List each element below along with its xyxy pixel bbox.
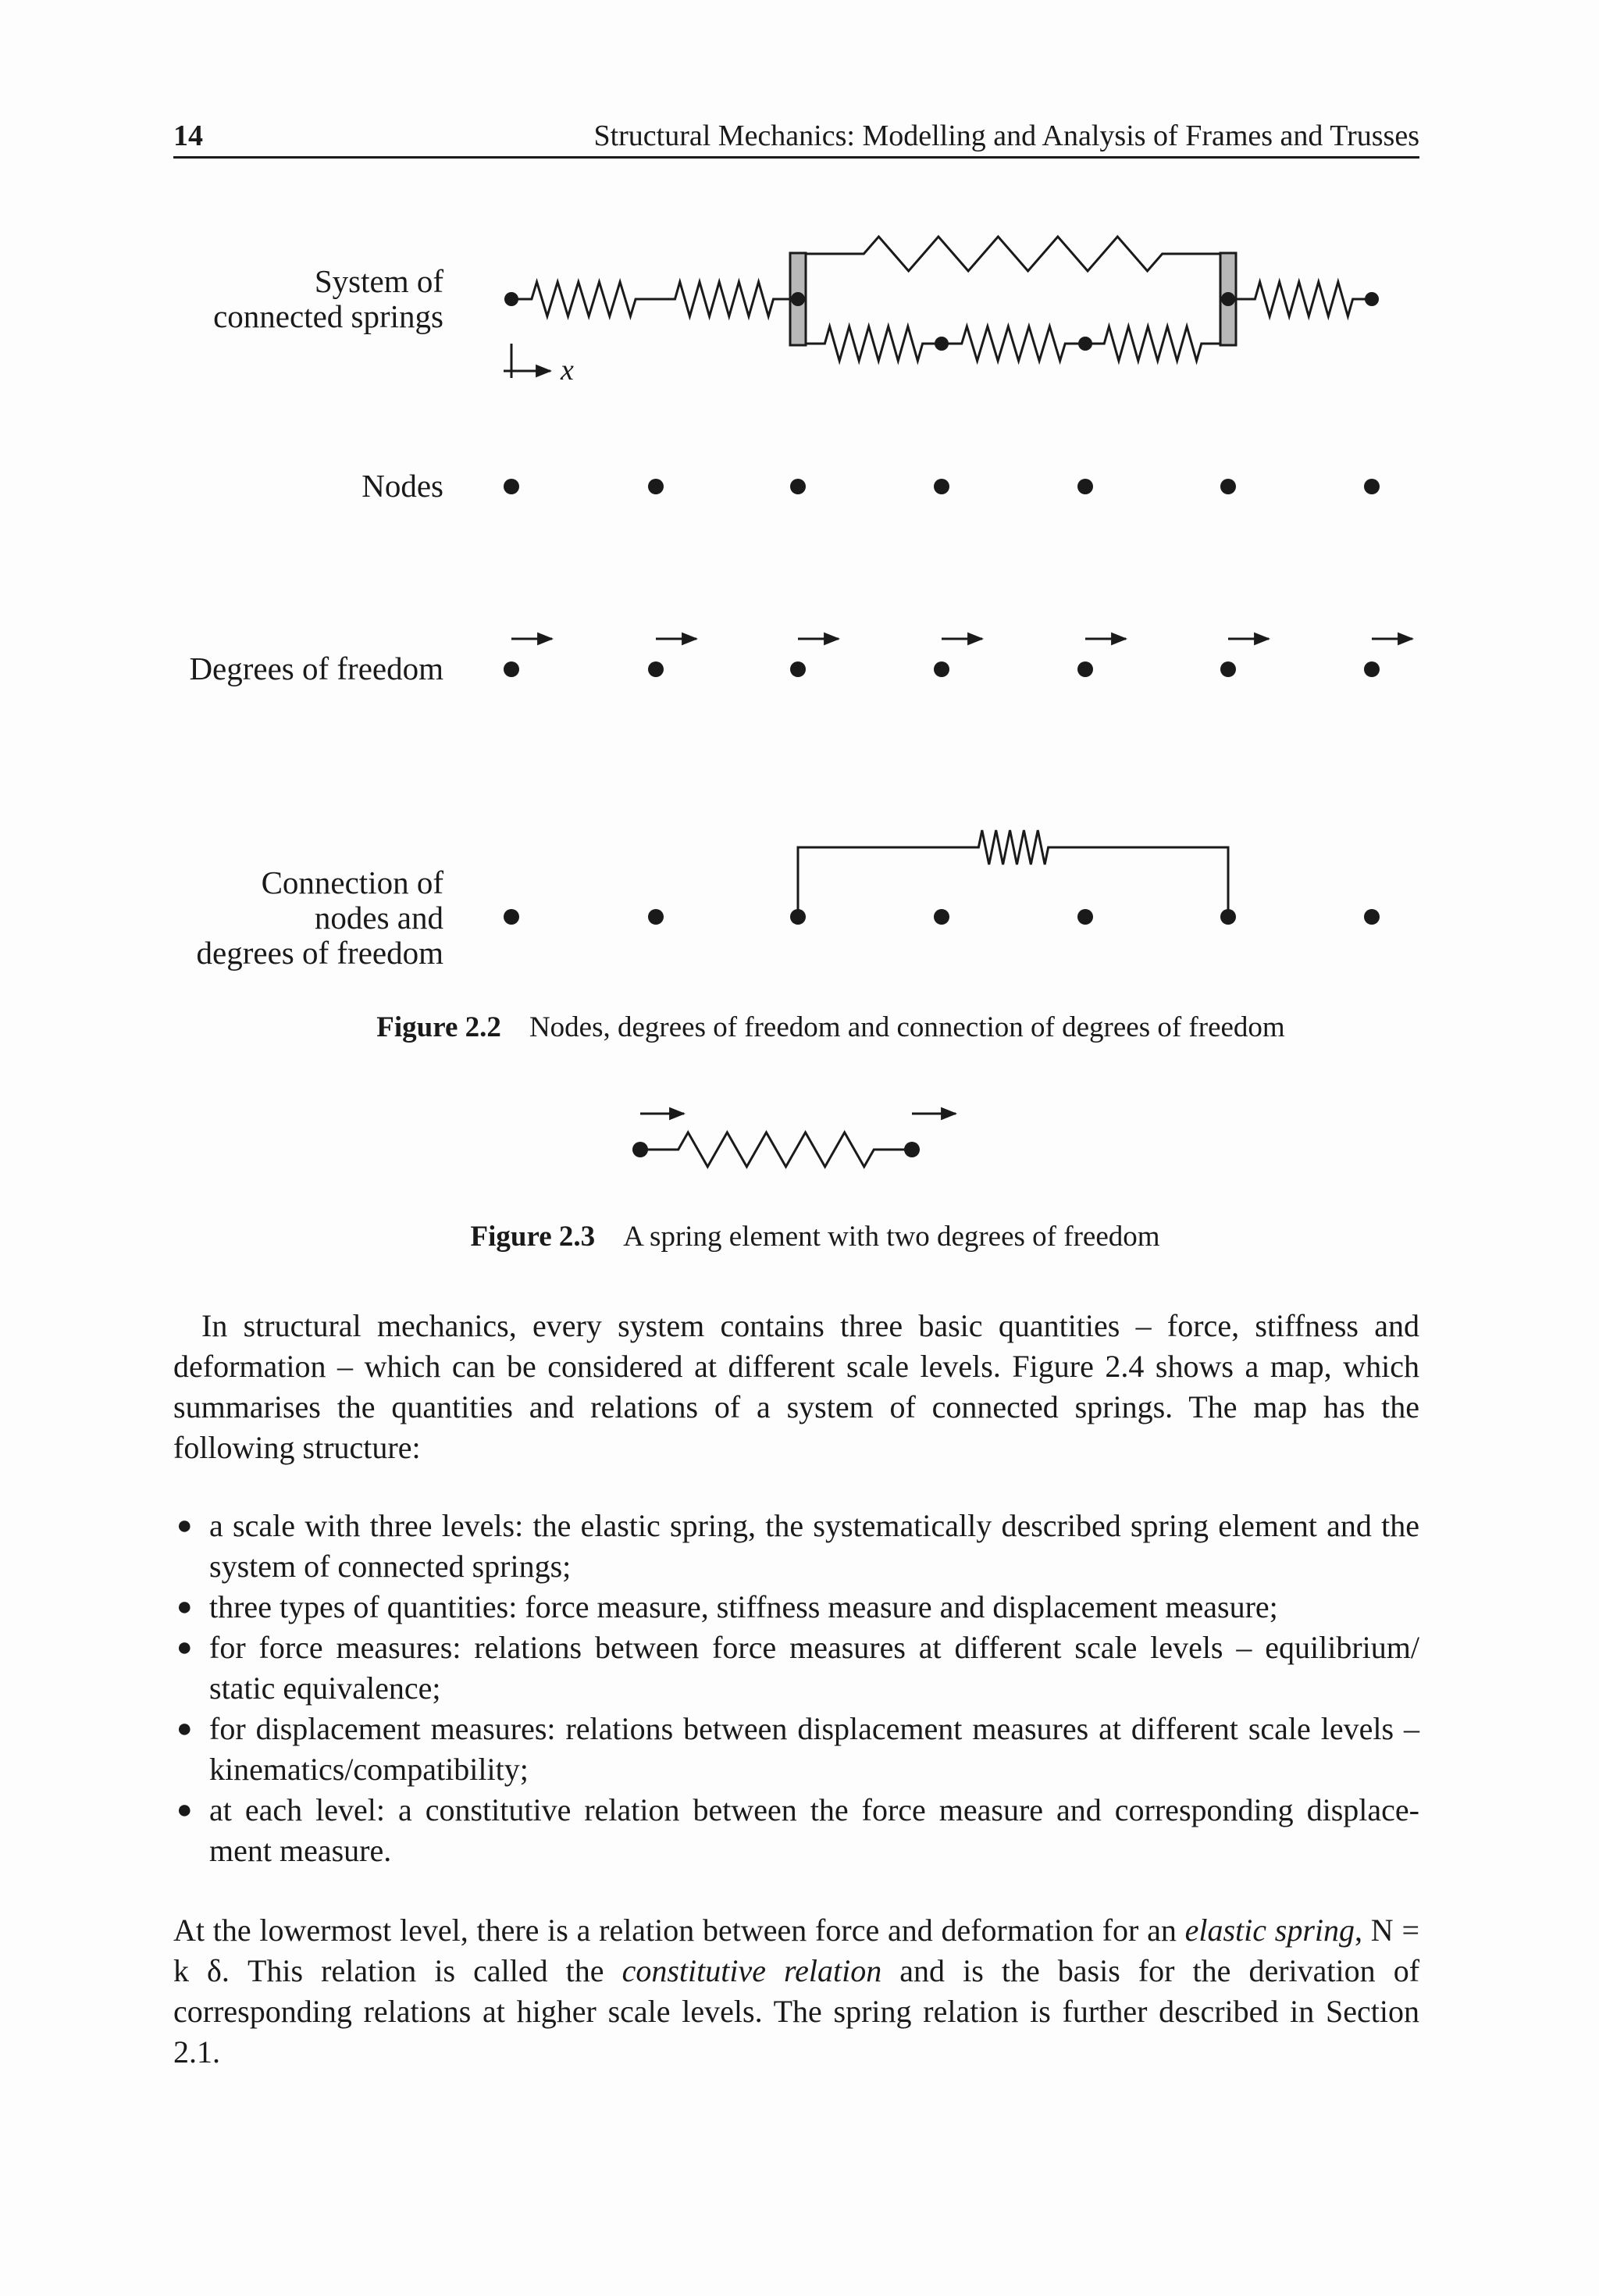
node-dot <box>504 661 519 677</box>
system-of-springs-drawing <box>504 237 1379 378</box>
row-label-connection: Connection of nodes and degrees of freedom <box>196 865 443 971</box>
spring <box>511 282 656 316</box>
figure-2-2-caption <box>0 1011 1599 1044</box>
dof-row-drawing <box>504 639 1412 677</box>
figure-2-2-text: Nodes, degrees of freedom and connection of degrees of freedom <box>529 1011 1285 1043</box>
term-elastic-spring: elastic spring <box>1184 1913 1355 1948</box>
node-dot <box>1077 661 1093 677</box>
node-dot <box>1220 661 1236 677</box>
node-dot <box>1365 292 1379 306</box>
node-dot <box>1364 661 1380 677</box>
node-dot <box>504 479 519 494</box>
paragraph-constitutive: At the lowermost level, there is a relation between force and deformation for an elastic spring, N = k δ. This relation is called the constitutive relation and is the basis for the derivation of corresponding relations at higher scale levels. The spring relation is further described in Section 2.1. <box>173 1913 1420 2070</box>
row-label-system: System of connected springs <box>213 263 443 334</box>
term-constitutive-relation: constitutive relation <box>621 1953 882 1988</box>
figure-2-3-number: Figure 2.3 <box>470 1221 596 1253</box>
node-dot <box>1078 337 1092 351</box>
page-number: 14 <box>173 119 203 152</box>
nodes-row-drawing <box>504 479 1380 494</box>
list-item: ● three types of quantities: force measure, stiffness measure and displacement measure; <box>173 1587 1419 1628</box>
spring <box>965 830 1062 865</box>
list-item: ● at each level: a constitutive relation between the force measure and corresponding displace- ment measure. <box>173 1790 1419 1871</box>
x-axis-label: x <box>561 354 574 387</box>
node-dot <box>934 909 949 925</box>
node-dot <box>1221 292 1235 306</box>
spring <box>656 282 792 316</box>
node-dot <box>648 909 664 925</box>
connection-line <box>798 847 965 917</box>
spring <box>942 326 1085 361</box>
bullet-icon: ● <box>176 1795 193 1824</box>
node-dot <box>1364 479 1380 494</box>
bullet-icon: ● <box>176 1633 193 1662</box>
bullet-icon: ● <box>176 1714 193 1743</box>
structure-list <box>173 1506 1419 1871</box>
node-dot <box>648 479 664 494</box>
node-dot <box>791 292 805 306</box>
bullet-icon: ● <box>176 1511 193 1540</box>
spring-element-drawing <box>632 1114 956 1167</box>
row-label-dof: Degrees of freedom <box>189 651 443 686</box>
figure-2-3-caption <box>0 1220 1599 1253</box>
row-label-nodes: Nodes <box>361 468 443 504</box>
node-dot <box>1077 909 1093 925</box>
spring <box>1085 326 1220 361</box>
list-item: ● a scale with three levels: the elastic spring, the systematically described spring element and the system of connected springs; <box>173 1506 1419 1587</box>
spring-top <box>806 237 1220 271</box>
node-dot <box>790 661 806 677</box>
paragraph-intro: In structural mechanics, every system contains three basic quantities – force, stiffness and deformation – which can be considered at different scale levels. Figure 2.4 shows a map, which summarises the quantities and relations of a system of connected springs. The map has the following structure: <box>173 1308 1419 1465</box>
running-title: Structural Mechanics: Modelling and Analysis of Frames and Trusses <box>593 119 1419 152</box>
bullet-icon: ● <box>176 1592 193 1621</box>
node-dot <box>935 337 949 351</box>
node-dot <box>648 661 664 677</box>
spring <box>640 1132 912 1167</box>
list-item: ● for force measures: relations between force measures at different scale levels – equilibrium/ static equivalence; <box>173 1628 1419 1709</box>
figure-2-3-text: A spring element with two degrees of freedom <box>623 1221 1160 1253</box>
connection-line <box>1062 847 1228 917</box>
node-dot <box>934 479 949 494</box>
node-dot <box>1220 479 1236 494</box>
spring <box>1236 282 1372 316</box>
spring <box>806 326 942 361</box>
node-dot <box>1077 479 1093 494</box>
node-dot <box>790 479 806 494</box>
node-dot <box>934 661 949 677</box>
connection-row-drawing <box>504 830 1380 925</box>
node-dot <box>504 909 519 925</box>
figure-2-2-number: Figure 2.2 <box>376 1011 501 1043</box>
node-dot <box>1364 909 1380 925</box>
list-item: ● for displacement measures: relations between displacement measures at different scale levels – kinematics/compatibility; <box>173 1709 1419 1790</box>
